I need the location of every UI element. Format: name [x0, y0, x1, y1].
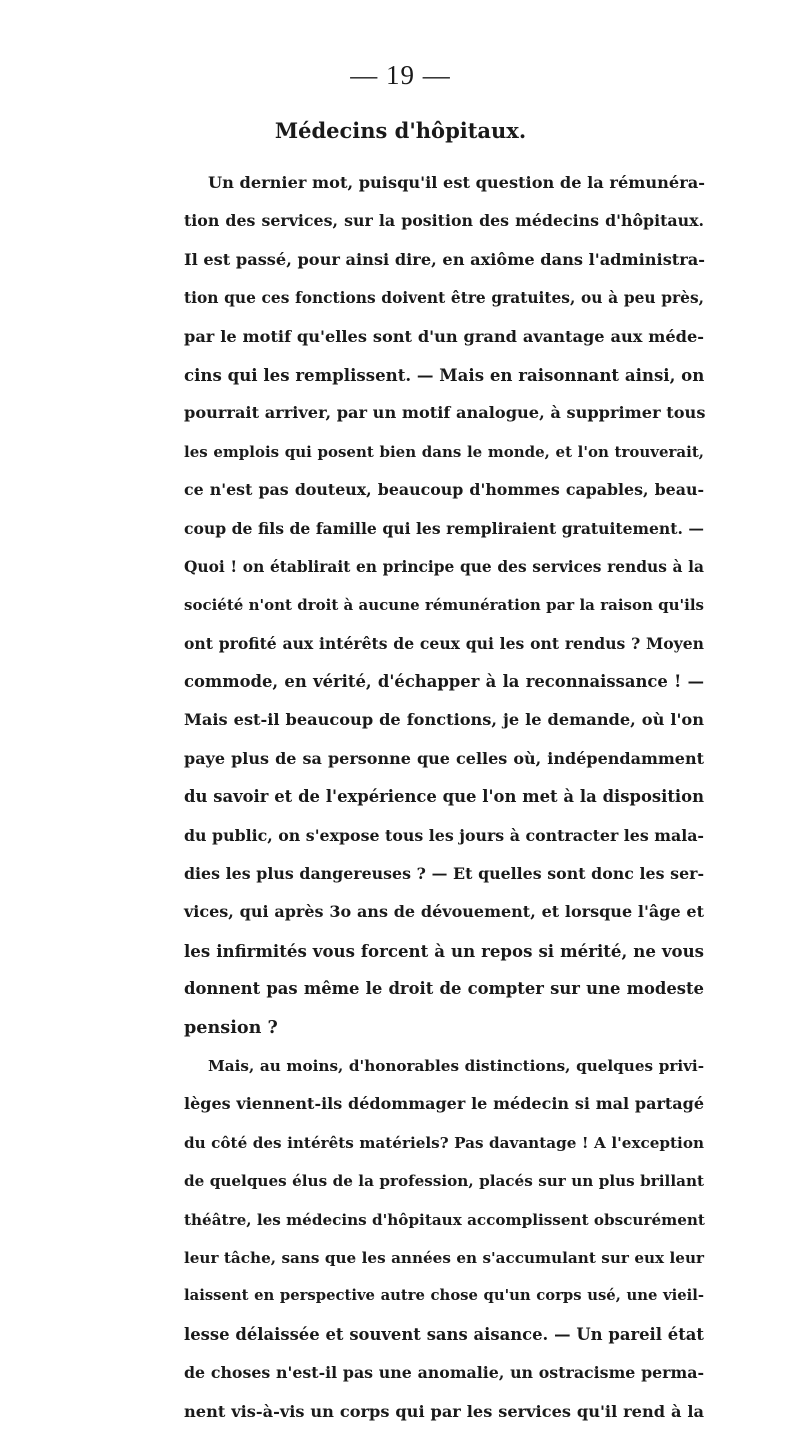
- text-line: leur tâche, sans que les années en s'accumulant sur eux leur: [184, 1248, 704, 1267]
- text-line: pension ?: [184, 1016, 278, 1038]
- text-line: dies les plus dangereuses ? — Et quelles sont donc les ser-: [184, 864, 704, 884]
- text-line: commode, en vérité, d'échapper à la reconnaissance ! —: [184, 672, 704, 692]
- body-text: [184, 164, 704, 1431]
- text-line: ce n'est pas douteux, beaucoup d'hommes capables, beau-: [184, 480, 704, 500]
- text-line: Il est passé, pour ainsi dire, en axiôme dans l'administra-: [184, 249, 706, 269]
- text-line: par le motif qu'elles sont d'un grand avantage aux méde-: [184, 326, 704, 346]
- text-line: lesse délaissée et souvent sans aisance. — Un pareil état: [184, 1324, 704, 1344]
- text-line: lèges viennent-ils dédommager le médecin si mal partagé: [184, 1094, 704, 1114]
- text-line: les infirmités vous forcent à un repos si mérité, ne vous: [184, 940, 704, 961]
- text-line: cins qui les remplissent. — Mais en raisonnant ainsi, on: [184, 364, 705, 385]
- text-line: paye plus de sa personne que celles où, indépendamment: [184, 748, 704, 768]
- text-line: Un dernier mot, puisqu'il est question de la rémunéra-: [208, 173, 705, 192]
- text-line: coup de fils de famille qui les rempliraient gratuitement. —: [184, 518, 704, 538]
- text-line: nent vis-à-vis un corps qui par les services qu'il rend à la: [184, 1401, 704, 1421]
- text-line: ont profité aux intérêts de ceux qui les ont rendus ? Moyen: [184, 633, 704, 653]
- text-line: de choses n'est-il pas une anomalie, un ostracisme perma-: [184, 1363, 704, 1383]
- text-line: théâtre, les médecins d'hôpitaux accomplissent obscurément: [184, 1210, 705, 1229]
- text-line: du savoir et de l'expérience que l'on met à la disposition: [184, 787, 704, 807]
- text-line: laissent en perspective autre chose qu'un corps usé, une vieil-: [184, 1287, 704, 1305]
- text-line: les emplois qui posent bien dans le monde, et l'on trouverait,: [184, 442, 704, 461]
- text-line: société n'ont droit à aucune rémunération par la raison qu'ils: [184, 596, 704, 615]
- text-line: donnent pas même le droit de compter sur une modeste: [184, 979, 704, 999]
- section-heading: Médecins d'hôpitaux.: [274, 118, 527, 143]
- text-line: du côté des intérêts matériels? Pas davantage ! A l'exception: [184, 1133, 704, 1152]
- text-line: vices, qui après 3o ans de dévouement, et lorsque l'âge et: [184, 902, 704, 922]
- text-line: tion que ces fonctions doivent être gratuites, ou à peu près,: [184, 289, 704, 308]
- text-line: du public, on s'expose tous les jours à contracter les mala-: [184, 825, 704, 845]
- text-line: Mais, au moins, d'honorables distinctions, quelques privi-: [208, 1056, 704, 1075]
- page-number: — 19 —: [350, 60, 451, 90]
- text-line: Quoi ! on établirait en principe que des services rendus à la: [184, 557, 704, 576]
- text-line: Mais est-il beaucoup de fonctions, je le demande, où l'on: [184, 710, 704, 730]
- text-line: tion des services, sur la position des médecins d'hôpitaux.: [184, 211, 704, 231]
- text-line: de quelques élus de la profession, placés sur un plus brillant: [184, 1172, 704, 1191]
- text-line: pourrait arriver, par un motif analogue, à supprimer tous: [184, 403, 706, 423]
